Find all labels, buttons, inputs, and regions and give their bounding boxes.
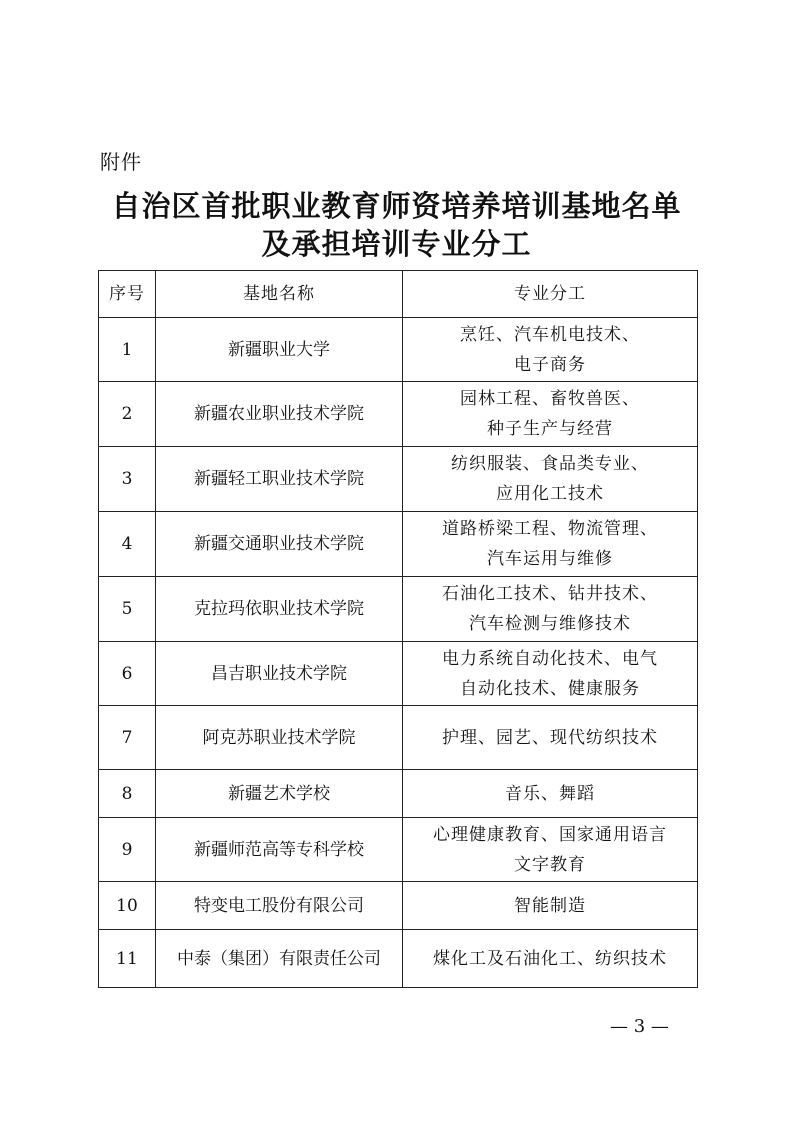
table-row [99, 447, 698, 512]
row-base-name: 新疆交通职业技术学院 [156, 512, 403, 577]
row-serial-number: 4 [99, 512, 156, 577]
row-major-assignment [403, 447, 698, 512]
major-line: 纺织服装、食品类专业、 [451, 454, 649, 474]
row-serial-number: 7 [99, 706, 156, 770]
table-row [99, 770, 698, 818]
table-row [99, 706, 698, 770]
row-major-assignment [403, 642, 698, 706]
row-serial-number: 9 [99, 818, 156, 882]
major-line: 园林工程、畜牧兽医、 [460, 389, 640, 409]
row-serial-number: 5 [99, 577, 156, 642]
row-major-assignment [403, 818, 698, 882]
major-line: 电力系统自动化技术、电气 [442, 648, 658, 669]
major-line: 心理健康教育、国家通用语言 [433, 824, 667, 845]
row-base-name: 新疆农业职业技术学院 [156, 382, 403, 447]
row-major-assignment [403, 706, 698, 770]
row-base-name: 特变电工股份有限公司 [156, 882, 403, 930]
row-serial-number: 6 [99, 642, 156, 706]
row-serial-number: 10 [99, 882, 156, 930]
row-major-assignment [403, 930, 698, 988]
major-line: 智能制造 [514, 895, 586, 916]
table-row [99, 818, 698, 882]
document-title-line-2: 及承担培训专业分工 [261, 227, 532, 261]
row-major-assignment [403, 318, 698, 382]
major-line: 电子商务 [514, 354, 586, 375]
row-base-name: 新疆职业大学 [156, 318, 403, 382]
row-base-name: 昌吉职业技术学院 [156, 642, 403, 706]
row-base-name: 新疆师范高等专科学校 [156, 818, 403, 882]
major-line: 石油化工技术、钻井技术、 [442, 584, 658, 604]
row-serial-number: 1 [99, 318, 156, 382]
major-line: 汽车检测与维修技术 [469, 614, 631, 634]
row-major-assignment [403, 577, 698, 642]
major-line: 道路桥梁工程、物流管理、 [442, 519, 658, 539]
row-base-name: 新疆艺术学校 [156, 770, 403, 818]
table-row [99, 382, 698, 447]
major-line: 应用化工技术 [496, 484, 604, 504]
row-base-name: 中泰（集团）有限责任公司 [156, 930, 403, 988]
header-serial-number: 序号 [99, 271, 156, 318]
table-header-row [99, 271, 698, 318]
page-number: — 3 — [610, 1016, 669, 1037]
major-line: 文字教育 [514, 854, 586, 875]
major-line: 自动化技术、健康服务 [460, 678, 640, 699]
header-major-assignment: 专业分工 [403, 271, 698, 318]
row-serial-number: 8 [99, 770, 156, 818]
row-base-name: 新疆轻工职业技术学院 [156, 447, 403, 512]
header-base-name: 基地名称 [156, 271, 403, 318]
row-major-assignment [403, 512, 698, 577]
table-row [99, 642, 698, 706]
major-line: 煤化工及石油化工、纺织技术 [433, 948, 667, 969]
major-line: 种子生产与经营 [487, 419, 613, 439]
document-title-line-1: 自治区首批职业教育师资培养培训基地名单 [111, 189, 682, 223]
row-major-assignment [403, 770, 698, 818]
major-line: 护理、园艺、现代纺织技术 [442, 727, 658, 748]
table-row [99, 512, 698, 577]
row-base-name: 阿克苏职业技术学院 [156, 706, 403, 770]
row-serial-number: 11 [99, 930, 156, 988]
row-serial-number: 2 [99, 382, 156, 447]
row-serial-number: 3 [99, 447, 156, 512]
attachment-label: 附件 [100, 150, 142, 174]
major-line: 音乐、舞蹈 [505, 783, 595, 804]
table-row [99, 930, 698, 988]
table-row [99, 882, 698, 930]
table-row [99, 577, 698, 642]
major-line: 烹饪、汽车机电技术、 [460, 324, 640, 345]
major-line: 汽车运用与维修 [487, 549, 613, 569]
training-base-table [98, 270, 698, 988]
row-base-name: 克拉玛依职业技术学院 [156, 577, 403, 642]
table-row [99, 318, 698, 382]
row-major-assignment [403, 382, 698, 447]
row-major-assignment [403, 882, 698, 930]
